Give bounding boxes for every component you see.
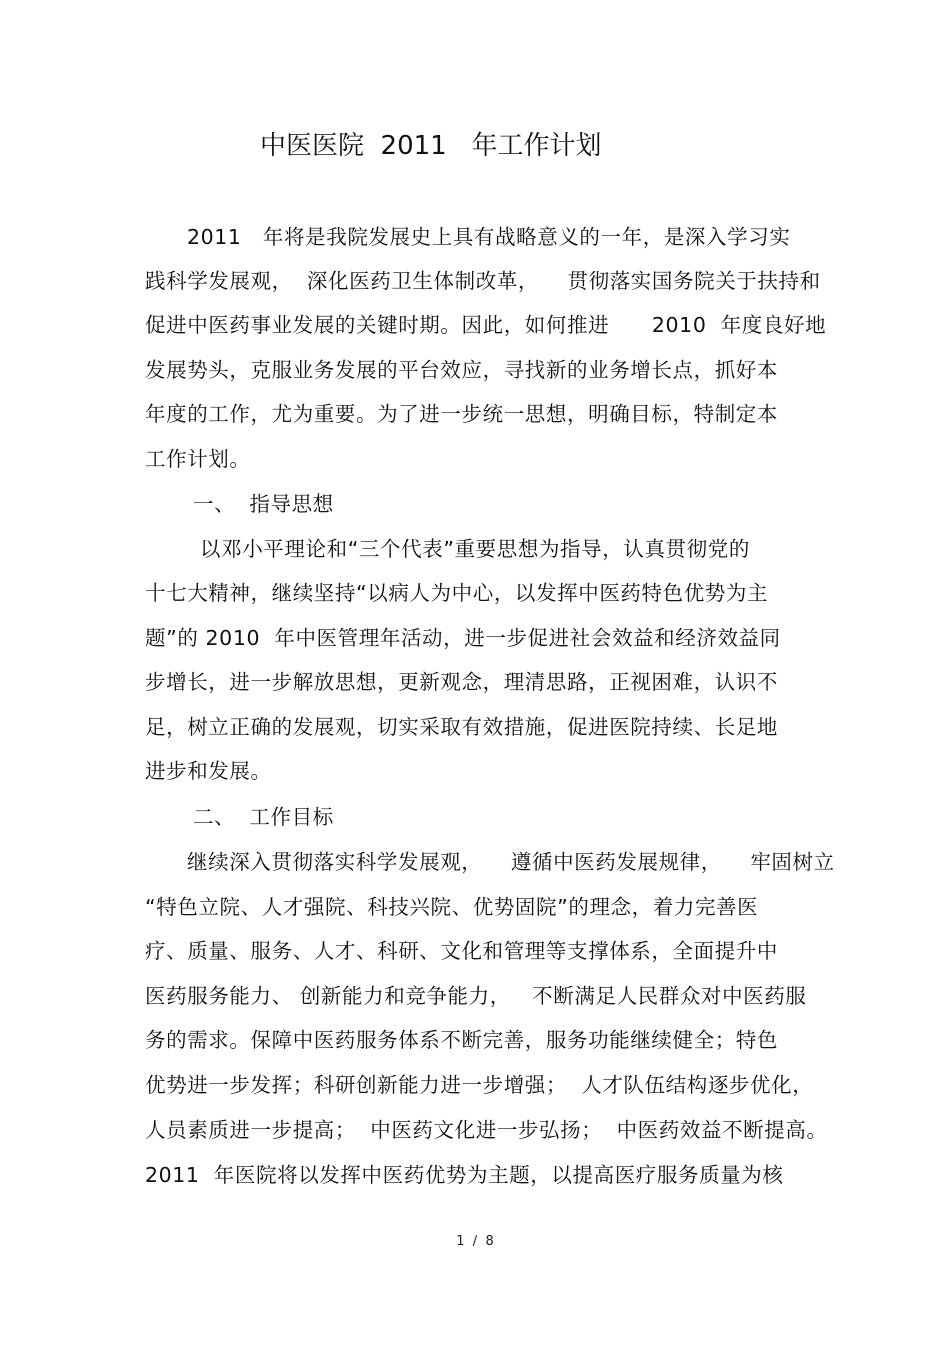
body-line: 工作计划。 xyxy=(145,447,251,471)
body-line: 题”的 2010 年中医管理年活动，进一步促进社会效益和经济效益同 xyxy=(145,626,781,650)
body-line: 十七大精神，继续坚持“以病人为中心，以发挥中医药特色优势为主 xyxy=(145,581,769,605)
body-line: 疗、质量、服务、人才、科研、文化和管理等支撑体系，全面提升中 xyxy=(145,939,778,963)
body-line: 优势进一步发挥；科研创新能力进一步增强； 人才队伍结构逐步优化， xyxy=(145,1073,814,1097)
body-line: 以邓小平理论和“三个代表”重要思想为指导，认真贯彻党的 xyxy=(200,537,750,561)
page-number: 1 / 8 xyxy=(456,1234,494,1249)
body-line: 务的需求。保障中医药服务体系不断完善，服务功能继续健全；特色 xyxy=(145,1028,778,1052)
body-line: 继续深入贯彻落实科学发展观， 遵循中医药发展规律， 牢固树立 xyxy=(187,850,835,874)
section-heading: 一、 指导思想 xyxy=(193,492,334,516)
body-line: 步增长，进一步解放思想，更新观念，理清思路，正视困难，认识不 xyxy=(145,670,778,694)
body-line: “特色立院、人才强院、科技兴院、优势固院”的理念，着力完善医 xyxy=(145,895,759,919)
body-line: 人员素质进一步提高； 中医药文化进一步弘扬； 中医药效益不断提高。 xyxy=(145,1118,828,1142)
body-line: 医药服务能力、 创新能力和竞争能力， 不断满足人民群众对中医药服 xyxy=(145,984,807,1008)
section-heading: 二、 工作目标 xyxy=(193,805,334,829)
body-line: 足，树立正确的发展观，切实采取有效措施，促进医院持续、长足地 xyxy=(145,715,778,739)
body-line: 年度的工作，尤为重要。为了进一步统一思想，明确目标，特制定本 xyxy=(145,402,778,426)
body-line: 促进中医药事业发展的关键时期。因此，如何推进 2010 年度良好地 xyxy=(145,313,827,337)
document-title: 中医医院 2011 年工作计划 xyxy=(260,131,602,161)
body-line: 2011 年医院将以发挥中医药优势为主题，以提高医疗服务质量为核 xyxy=(145,1163,784,1187)
body-line: 发展势头，克服业务发展的平台效应，寻找新的业务增长点，抓好本 xyxy=(145,358,778,382)
body-line: 2011 年将是我院发展史上具有战略意义的一年，是深入学习实 xyxy=(187,225,791,249)
body-line: 进步和发展。 xyxy=(145,759,272,783)
body-line: 践科学发展观， 深化医药卫生体制改革， 贯彻落实国务院关于扶持和 xyxy=(145,269,821,293)
